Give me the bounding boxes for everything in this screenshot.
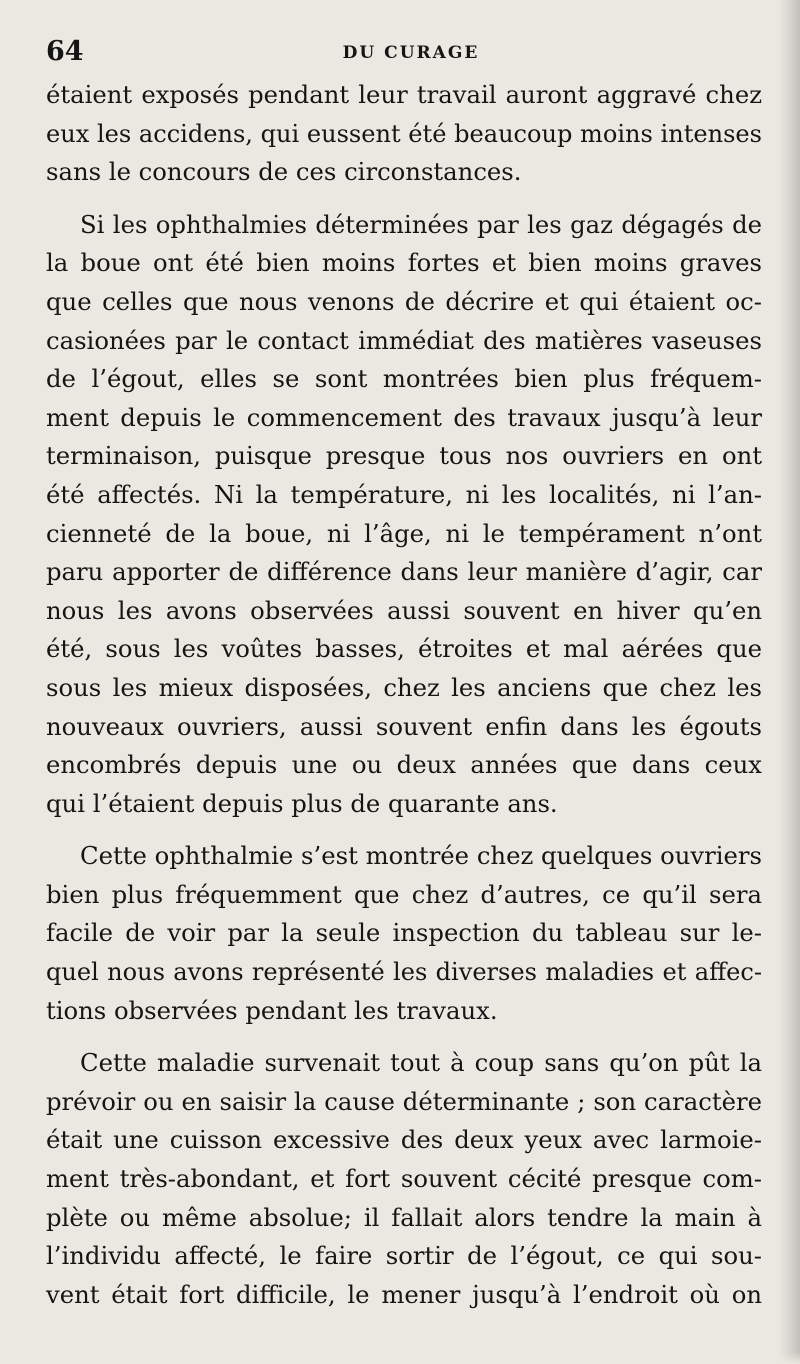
text-line: vent était fort difficile, le mener jusqu’à l’endroit où on — [46, 1279, 762, 1309]
text-line: ment très-abondant, et fort souvent cécité presque com- — [46, 1164, 762, 1194]
text-line: Cette maladie survenait tout à coup sans qu’on pût la — [80, 1048, 762, 1078]
text-line: prévoir ou en saisir la cause déterminante ; son caractère — [46, 1086, 762, 1116]
text-line: qui l’étaient depuis plus de quarante ans. — [46, 788, 558, 818]
page-edge-shadow — [778, 0, 800, 1364]
paragraph — [46, 837, 762, 1030]
text-line: facile de voir par la seule inspection du tableau sur le- — [46, 918, 762, 948]
text-line: été, sous les voûtes basses, étroites et mal aérées que — [46, 634, 762, 664]
text-line: paru apporter de différence dans leur manière d’agir, car — [46, 557, 762, 587]
text-line: était une cuisson excessive des deux yeux avec larmoie- — [46, 1125, 762, 1155]
running-head: DU CURAGE — [342, 43, 480, 63]
text-line: encombrés depuis une ou deux années que dans ceux — [46, 750, 762, 780]
body-text — [46, 76, 762, 1314]
text-line: nous les avons observées aussi souvent en hiver qu’en — [46, 595, 762, 625]
text-line: été affectés. Ni la température, ni les localités, ni l’an- — [46, 479, 762, 509]
text-line: sans le concours de ces circonstances. — [46, 157, 522, 187]
text-line: Cette ophthalmie s’est montrée chez quelques ouvriers — [80, 841, 762, 871]
text-line: nouveaux ouvriers, aussi souvent enfin dans les égouts — [46, 711, 762, 741]
text-line: plète ou même absolue; il fallait alors tendre la main à — [46, 1202, 762, 1232]
text-line: eux les accidens, qui eussent été beaucoup moins intenses — [46, 119, 762, 148]
text-line: étaient exposés pendant leur travail auront aggravé chez — [46, 80, 762, 109]
text-line: ment depuis le commencement des travaux jusqu’à leur — [46, 402, 762, 432]
text-line: l’individu affecté, le faire sortir de l’égout, ce qui sou- — [46, 1241, 762, 1271]
text-line: casionées par le contact immédiat des matières vaseuses — [46, 325, 762, 355]
page-header — [46, 32, 776, 72]
text-line: la boue ont été bien moins fortes et bien moins graves — [46, 248, 762, 278]
text-line: Si les ophthalmies déterminées par les gaz dégagés de — [80, 209, 762, 239]
text-line: tions observées pendant les travaux. — [46, 995, 498, 1025]
paragraph — [46, 76, 762, 192]
text-line: sous les mieux disposées, chez les anciens que chez les — [46, 672, 762, 702]
paragraph — [46, 206, 762, 824]
text-line: quel nous avons représenté les diverses maladies et affec- — [46, 958, 762, 987]
paragraph — [46, 1044, 762, 1314]
text-line: terminaison, puisque presque tous nos ouvriers en ont — [46, 441, 762, 471]
text-line: que celles que nous venons de décrire et qui étaient oc- — [46, 286, 762, 316]
text-line: bien plus fréquemment que chez d’autres, ce qu’il sera — [46, 879, 762, 909]
text-line: cienneté de la boue, ni l’âge, ni le tempérament n’ont — [46, 518, 762, 548]
page-number: 64 — [46, 36, 84, 67]
text-line: de l’égout, elles se sont montrées bien plus fréquem- — [46, 364, 762, 394]
page-bottom-edge — [0, 1352, 800, 1364]
